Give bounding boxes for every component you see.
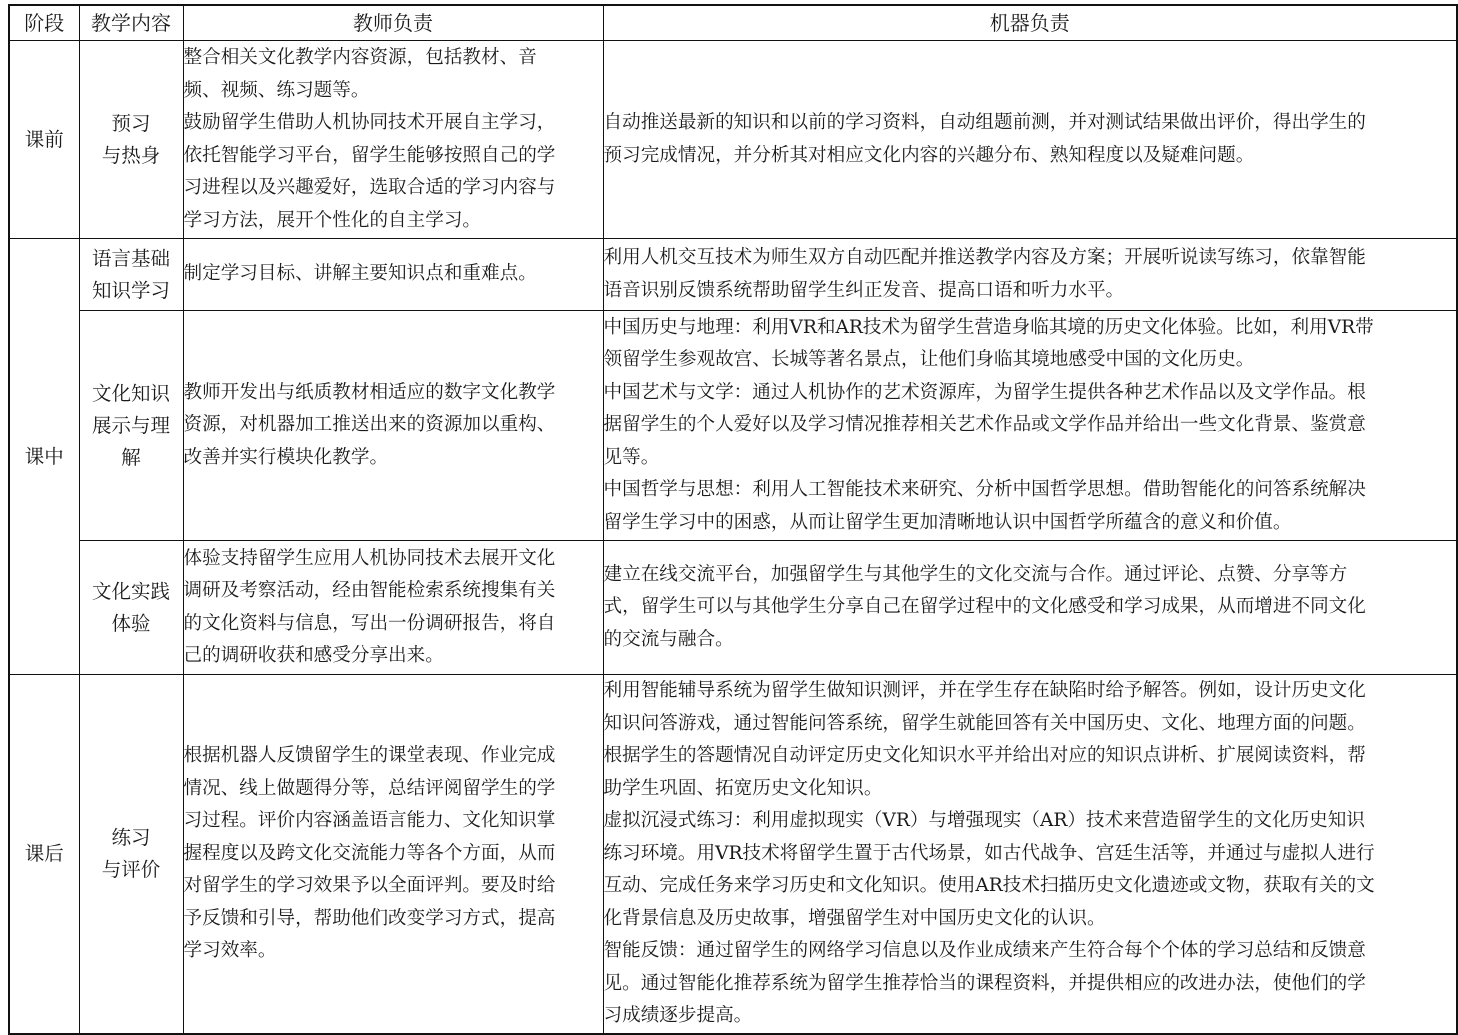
machine-line: 练习环境。用VR技术将留学生置于古代场景，如古代战争、宫廷生活等，并通过与虚拟人进行 [603,842,1375,864]
machine-cell [603,239,1457,311]
machine-line: 的交流与融合。 [603,628,734,650]
machine-line: 虚拟沉浸式练习：利用虚拟现实（VR）与增强现实（AR）技术来营造留学生的文化历史知识 [603,810,1365,831]
machine-line: 中国艺术与文学：通过人机协作的艺术资源库，为留学生提供各种艺术作品以及文学作品。根 [603,381,1366,403]
teacher-line: 频、视频、练习题等。 [183,79,370,101]
machine-cell [603,41,1457,239]
document-page [8,4,1456,1025]
machine-line: 利用人机交互技术为师生双方自动匹配并推送教学内容及方案；开展听说读写练习，依靠智能 [603,247,1366,268]
stage-cell: 课中 [9,239,79,675]
teacher-line: 情况、线上做题得分等，总结评阅留学生的学 [183,777,556,799]
topic-line: 练习 [111,825,151,849]
machine-line: 见等。 [603,446,660,468]
machine-cell [603,675,1457,1034]
topic-cell [79,675,183,1034]
teaching-plan-table [8,4,1458,1035]
teacher-line: 依托智能学习平台，留学生能够按照自己的学 [183,144,556,166]
topic-cell [79,311,183,541]
topic-line: 与热身 [101,143,161,167]
header-teacher: 教师负责 [183,5,603,41]
machine-line: 知识问答游戏，通过智能问答系统，留学生就能回答有关中国历史、文化、地理方面的问题。 [603,712,1366,734]
teacher-line: 己的调研收获和感受分享出来。 [183,645,444,666]
teacher-line: 资源，对机器加工推送出来的资源加以重构、 [183,414,556,436]
table-row [9,311,1457,541]
teacher-line: 整合相关文化教学内容资源，包括教材、音 [183,47,537,68]
table-row [9,541,1457,675]
machine-line: 预习完成情况，并分析其对相应文化内容的兴趣分布、熟知程度以及疑难问题。 [603,144,1255,166]
teacher-line: 教师开发出与纸质教材相适应的数字文化教学 [183,381,556,403]
teacher-line: 习进程以及兴趣爱好，选取合适的学习内容与 [183,177,556,198]
topic-line: 展示与理 [91,413,170,437]
machine-line: 语音识别反馈系统帮助留学生纠正发音、提高口语和听力水平。 [603,279,1125,301]
header-row [9,5,1457,41]
table-row [9,239,1457,311]
teacher-line: 制定学习目标、讲解主要知识点和重难点。 [183,263,537,285]
machine-cell [603,541,1457,675]
teacher-line: 改善并实行模块化教学。 [183,446,389,468]
machine-line: 自动推送最新的知识和以前的学习资料，自动组题前测，并对测试结果做出评价，得出学生的 [603,112,1366,133]
topic-cell [79,541,183,675]
teacher-line: 体验支持留学生应用人机协同技术去展开文化 [183,547,556,569]
teacher-cell [183,41,603,239]
machine-line: 化背景信息及历史故事，增强留学生对中国历史文化的认识。 [603,907,1106,929]
teacher-cell [183,239,603,311]
teacher-line: 予反馈和引导，帮助他们改变学习方式，提高 [183,907,556,929]
machine-line: 见。通过智能化推荐系统为留学生推荐恰当的课程资料，并提供相应的改进办法，使他们的学 [603,972,1366,994]
stage-cell: 课后 [9,675,79,1034]
topic-line: 文化知识 [91,381,170,405]
teacher-cell [183,311,603,541]
topic-line: 体验 [111,611,151,635]
teacher-line: 习过程。评价内容涵盖语言能力、文化知识掌 [183,810,556,831]
teacher-line: 握程度以及跨文化交流能力等各个方面，从而 [183,842,556,864]
machine-line: 留学生学习中的困惑，从而让留学生更加清晰地认识中国哲学所蕴含的意义和价值。 [603,511,1292,533]
machine-line: 智能反馈：通过留学生的网络学习信息以及作业成绩来产生符合每个个体的学习总结和反馈意 [603,940,1366,961]
machine-line: 中国历史与地理：利用VR和AR技术为留学生营造身临其境的历史文化体验。比如，利用VR带 [603,316,1374,338]
machine-line: 中国哲学与思想：利用人工智能技术来研究、分析中国哲学思想。借助智能化的问答系统解决 [603,479,1366,501]
machine-line: 领留学生参观故宫、长城等著名景点，让他们身临其境地感受中国的文化历史。 [603,349,1255,371]
topic-line: 知识学习 [91,278,170,302]
topic-line: 解 [121,445,141,469]
machine-line: 互动、完成任务来学习历史和文化知识。使用AR技术扫描历史文化遗迹或文物，获取有关的文 [603,875,1375,896]
machine-line: 助学生巩固、拓宽历史文化知识。 [603,777,883,799]
header-stage: 阶段 [9,5,79,41]
topic-line: 文化实践 [91,579,170,603]
table-row [9,41,1457,239]
machine-cell [603,311,1457,541]
teacher-cell [183,675,603,1034]
teacher-line: 对留学生的学习效果予以全面评判。要及时给 [183,875,556,896]
teacher-line: 学习方法，展开个性化的自主学习。 [183,209,482,231]
topic-cell [79,239,183,311]
table-row [9,675,1457,1034]
machine-line: 利用智能辅导系统为留学生做知识测评，并在学生存在缺陷时给予解答。例如，设计历史文化 [603,680,1366,701]
teacher-line: 的文化资料与信息，写出一份调研报告，将自 [183,612,556,634]
topic-line: 与评价 [101,857,161,881]
teacher-line: 根据机器人反馈留学生的课堂表现、作业完成 [183,745,556,766]
machine-line: 习成绩逐步提高。 [603,1005,753,1026]
topic-cell [79,41,183,239]
machine-line: 据留学生的个人爱好以及学习情况推荐相关艺术作品或文学作品并给出一些文化背景、鉴赏意 [603,414,1366,436]
header-machine: 机器负责 [603,5,1457,41]
header-content: 教学内容 [79,5,183,41]
teacher-line: 鼓励留学生借助人机协同技术开展自主学习， [183,112,556,133]
machine-line: 建立在线交流平台，加强留学生与其他学生的文化交流与合作。通过评论、点赞、分享等方 [603,563,1348,585]
stage-cell: 课前 [9,41,79,239]
topic-line: 语言基础 [91,246,170,270]
teacher-cell [183,541,603,675]
machine-line: 根据学生的答题情况自动评定历史文化知识水平并给出对应的知识点讲析、扩展阅读资料，帮 [603,745,1366,766]
teacher-line: 学习效率。 [183,940,277,961]
machine-line: 式，留学生可以与其他学生分享自己在留学过程中的文化感受和学习成果，从而增进不同文化 [603,596,1366,618]
teacher-line: 调研及考察活动，经由智能检索系统搜集有关 [183,580,556,601]
topic-line: 预习 [111,111,151,135]
